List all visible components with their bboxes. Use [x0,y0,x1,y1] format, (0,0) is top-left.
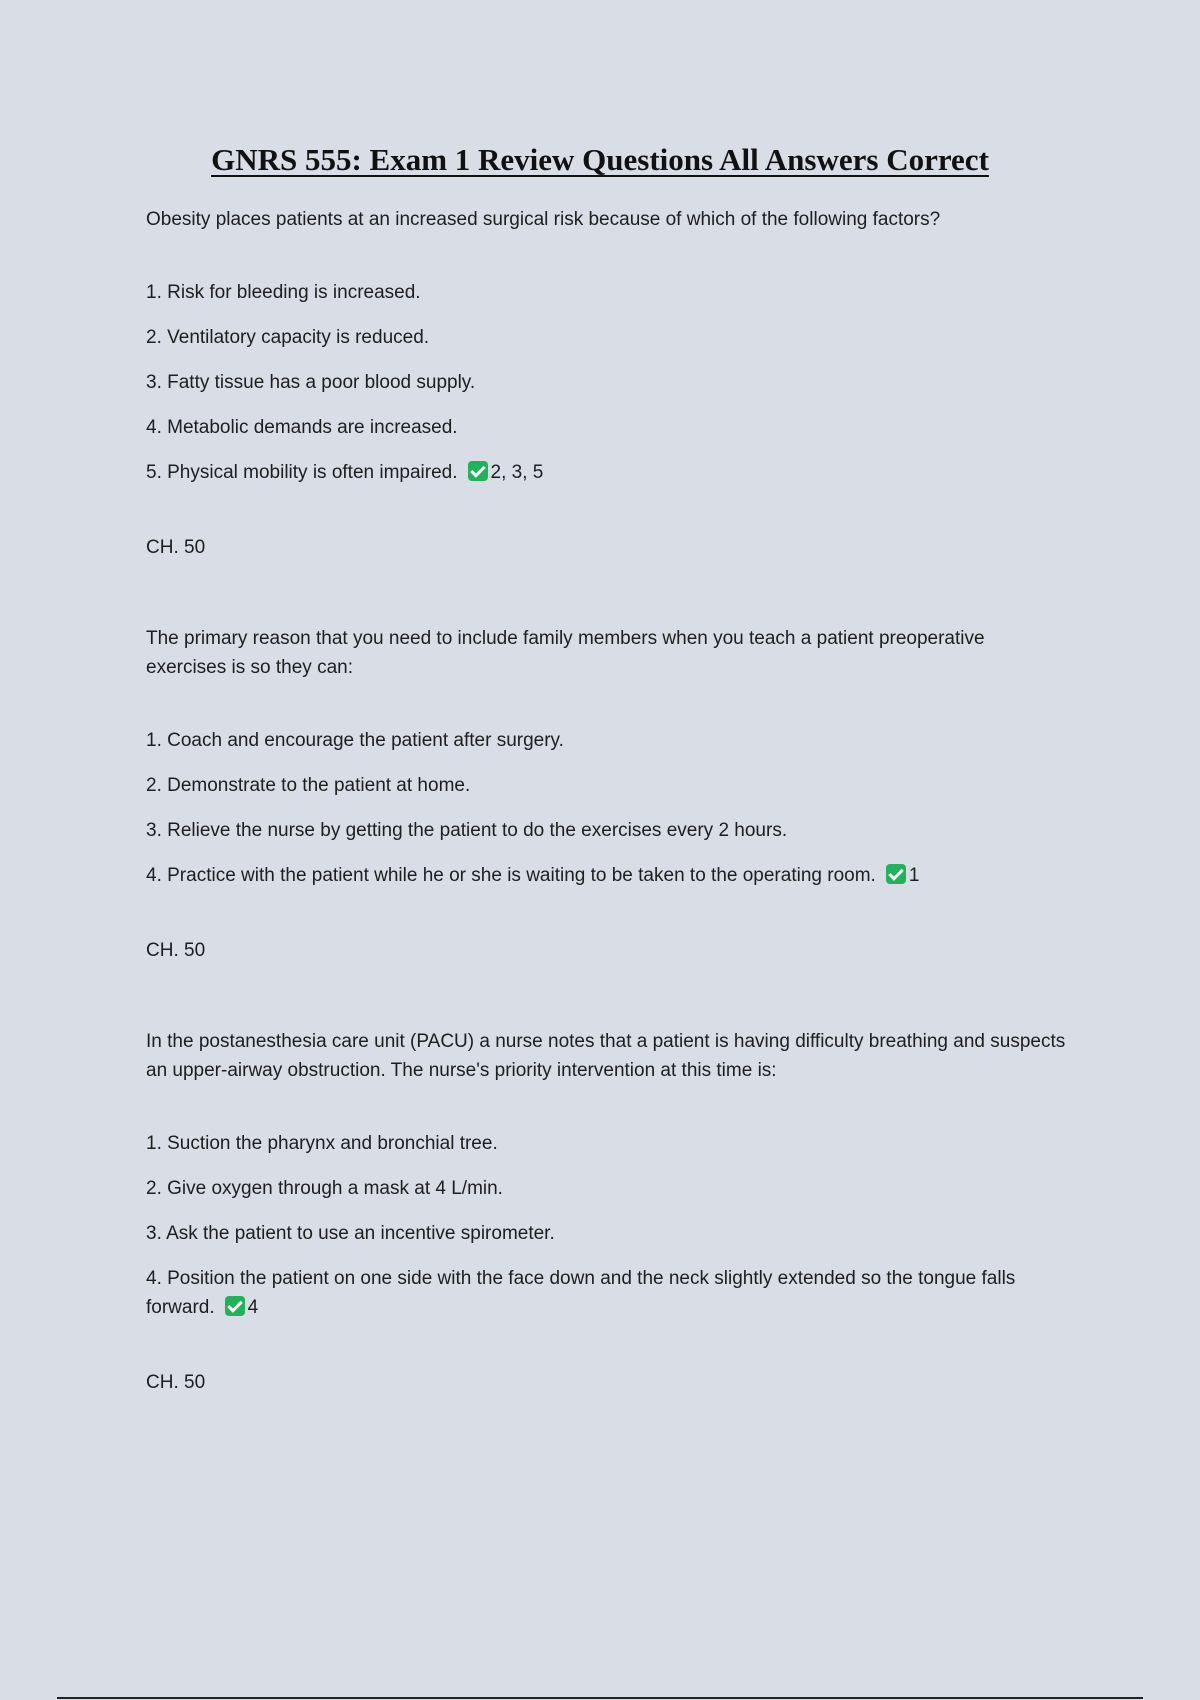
question-text: The primary reason that you need to include family members when you teach a patient preoperative exercises is so they can: [146,628,985,678]
answer-option-last [146,1264,1066,1322]
answer-option: 1. Suction the pharynx and bronchial tree. [146,1133,498,1154]
chapter-reference: CH. 50 [146,940,206,961]
answer-option: 1. Coach and encourage the patient after surgery. [146,730,564,751]
answer-option: 3. Relieve the nurse by getting the patient to do the exercises every 2 hours. [146,820,788,841]
answer-option: 2. Give oxygen through a mask at 4 L/min. [146,1178,503,1199]
answer-option: 3. Fatty tissue has a poor blood supply. [146,372,476,393]
question-block-1 [146,205,1066,562]
question-text: Obesity places patients at an increased surgical risk because of which of the following factors? [146,209,941,230]
correct-answer: 2, 3, 5 [490,462,544,483]
question-text: In the postanesthesia care unit (PACU) a nurse notes that a patient is having difficulty breathing and suspects an upper-airway obstruction. The nurse's priority intervention at this time is: [146,1031,1066,1081]
chapter-reference: CH. 50 [146,537,206,558]
answer-option-text: 5. Physical mobility is often impaired. [146,462,458,483]
footer-divider [57,1697,1143,1699]
question-block-3 [146,1027,1066,1397]
answer-option: 2. Ventilatory capacity is reduced. [146,327,430,348]
document-content [146,205,1066,1459]
answer-option-last [146,458,1066,487]
correct-answer: 4 [247,1297,259,1318]
check-mark-icon [886,864,906,884]
document-title-text: GNRS 555: Exam 1 Review Questions All Answers Correct [211,142,989,177]
document-title [0,140,1200,180]
answer-option: 3. Ask the patient to use an incentive spirometer. [146,1223,555,1244]
chapter-reference: CH. 50 [146,1372,206,1393]
check-mark-icon [468,461,488,481]
answer-option-text: 4. Position the patient on one side with the face down and the neck slightly extended so the tongue falls forward. [146,1268,1016,1318]
check-mark-icon [225,1296,245,1316]
answer-option: 2. Demonstrate to the patient at home. [146,775,471,796]
question-block-2 [146,624,1066,965]
correct-answer: 1 [908,865,920,886]
answer-option: 4. Metabolic demands are increased. [146,417,458,438]
answer-option-text: 4. Practice with the patient while he or she is waiting to be taken to the operating room. [146,865,876,886]
answer-option: 1. Risk for bleeding is increased. [146,282,421,303]
answer-option-last [146,861,1066,890]
